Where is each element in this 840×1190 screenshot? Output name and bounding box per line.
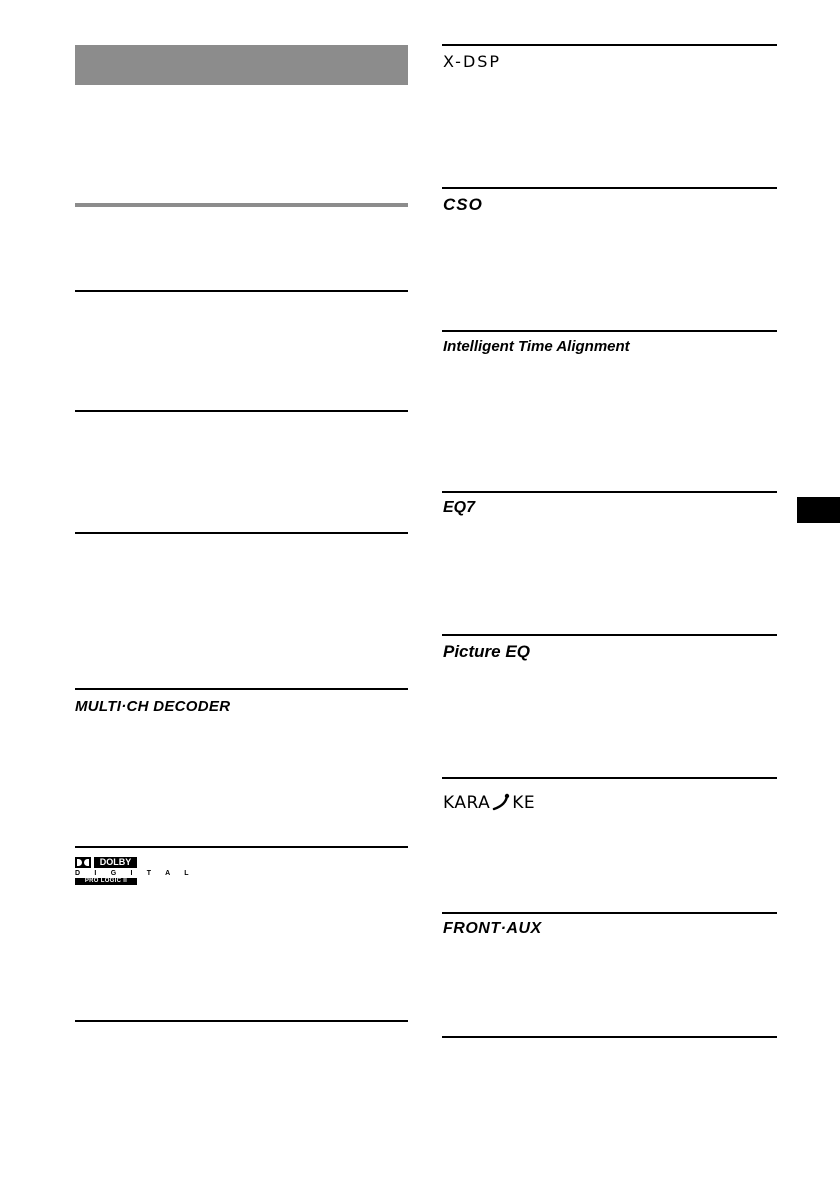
divider-rule (442, 330, 777, 332)
divider-rule (75, 532, 408, 534)
dolby-pro-logic-text: PRO LOGIC II (75, 878, 137, 885)
divider-rule (442, 634, 777, 636)
section-divider-thick (75, 203, 408, 207)
section-header-bar (75, 45, 408, 85)
dolby-digital-text: D I G I T A L (75, 870, 195, 877)
divider-rule (75, 410, 408, 412)
divider-rule (442, 44, 777, 46)
eq7-logo: EQ7 (443, 499, 476, 516)
karaoke-microphone-icon (491, 793, 511, 813)
divider-rule (75, 290, 408, 292)
divider-rule (442, 912, 777, 914)
front-aux-logo: FRONT·AUX (443, 920, 542, 937)
side-index-tab (797, 497, 840, 523)
karaoke-text-start: KARA (443, 793, 491, 813)
divider-rule (442, 491, 777, 493)
divider-rule (442, 187, 777, 189)
divider-rule (75, 1020, 408, 1022)
dolby-brand-text: DOLBY (94, 857, 137, 868)
divider-rule (442, 1036, 777, 1038)
multi-ch-decoder-logo: MULTI·CH DECODER (75, 698, 231, 715)
divider-rule (442, 777, 777, 779)
picture-eq-logo: Picture EQ (443, 642, 530, 661)
karaoke-logo (443, 793, 535, 813)
divider-rule (75, 846, 408, 848)
karaoke-text-end: KE (512, 793, 536, 813)
x-dsp-logo: X-DSP (443, 52, 502, 71)
dolby-double-d-icon (75, 857, 91, 868)
dolby-digital-pro-logic-ii-logo (75, 857, 195, 885)
divider-rule (75, 688, 408, 690)
cso-logo: CSO (443, 195, 483, 214)
intelligent-time-alignment-logo: Intelligent Time Alignment (443, 338, 630, 355)
